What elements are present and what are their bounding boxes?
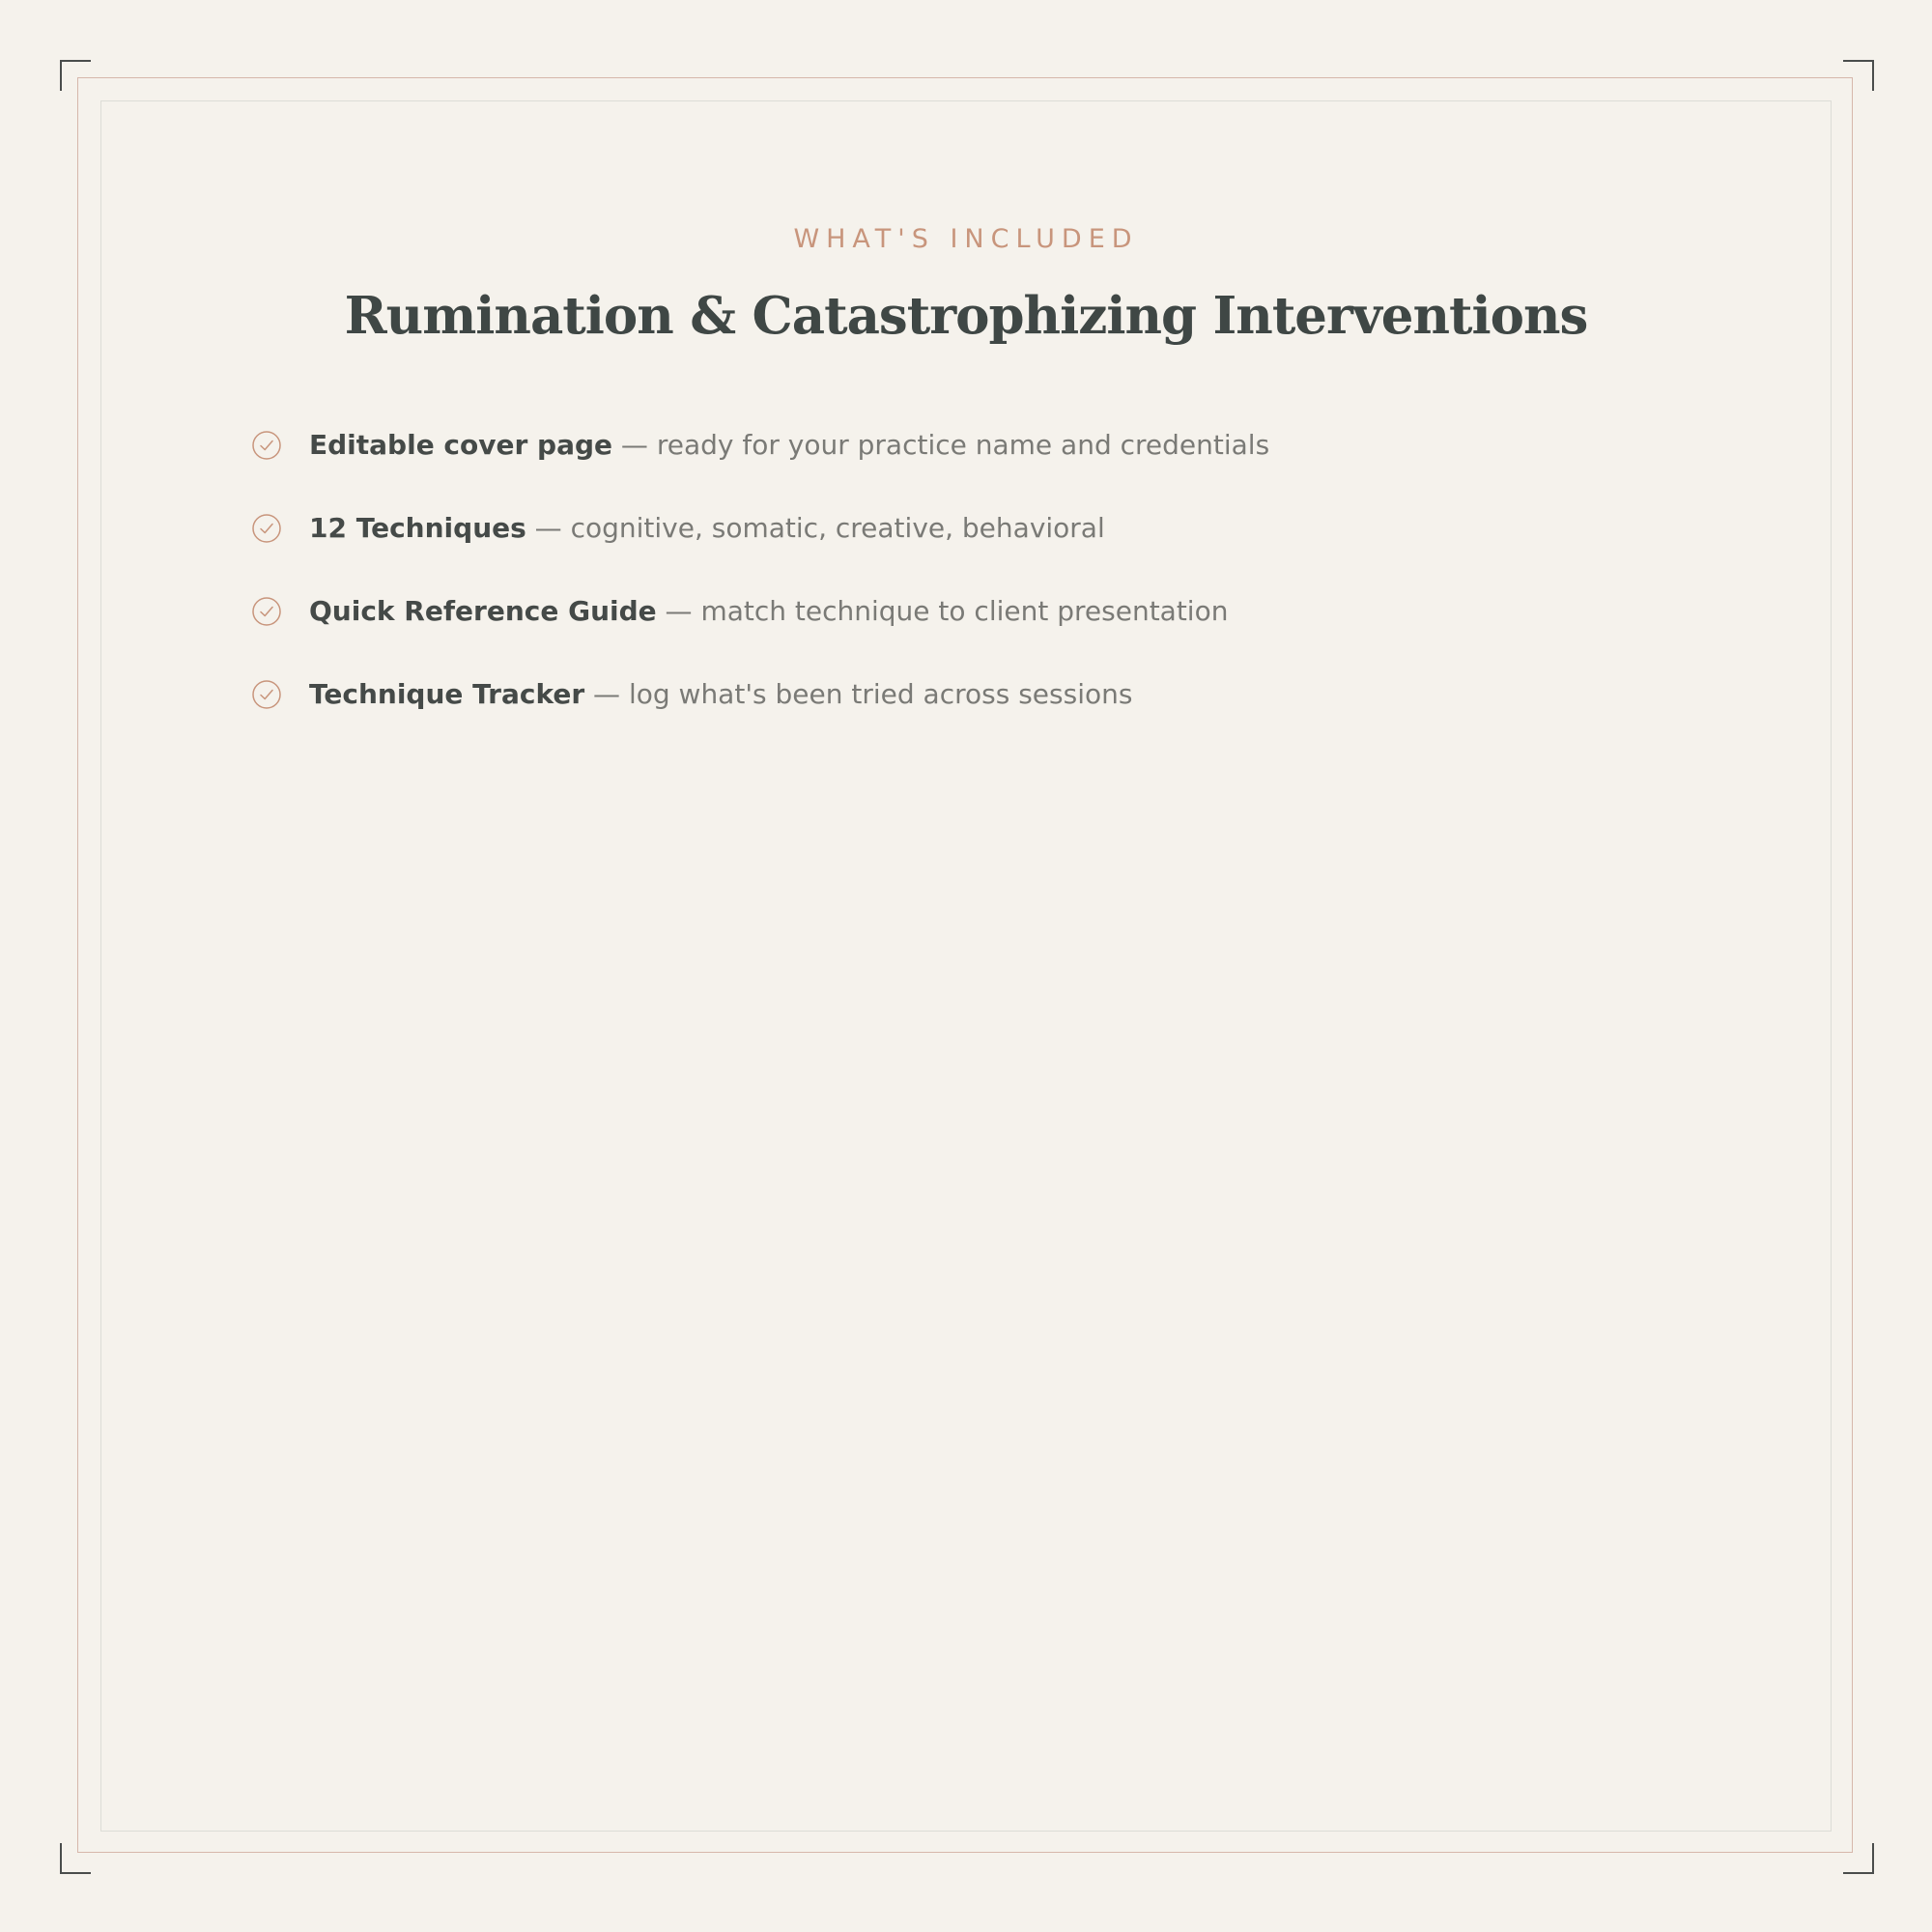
list-item-title: Editable cover page [309,429,613,461]
list-item-description: ready for your practice name and credentials [656,429,1270,461]
list-item-separator: — [612,429,657,461]
list-item-text [309,423,1269,468]
list-item-title: Technique Tracker [309,678,585,710]
list-item [251,672,1700,755]
list-item-description: cognitive, somatic, creative, behavioral [570,512,1105,544]
list-item-description: log what's been tried across sessions [628,678,1133,710]
list-item-separator: — [526,512,571,544]
list-item-title: 12 Techniques [309,512,526,544]
page-title: Rumination & Catastrophizing Interventions [344,286,1588,346]
check-circle-icon [251,596,282,627]
list-item [251,589,1700,672]
list-item-separator: — [656,595,701,627]
list-item-text [309,506,1105,551]
list-item-title: Quick Reference Guide [309,595,657,627]
check-circle-icon [251,679,282,710]
section-eyebrow: WHAT'S INCLUDED [793,224,1139,254]
list-item-text [309,672,1132,717]
list-item [251,423,1700,506]
check-circle-icon [251,513,282,544]
check-circle-icon [251,430,282,461]
list-item-text [309,589,1228,634]
list-item [251,506,1700,589]
included-list [251,423,1700,755]
list-item-description: match technique to client presentation [700,595,1229,627]
list-item-separator: — [584,678,629,710]
inner-frame [100,100,1832,1832]
